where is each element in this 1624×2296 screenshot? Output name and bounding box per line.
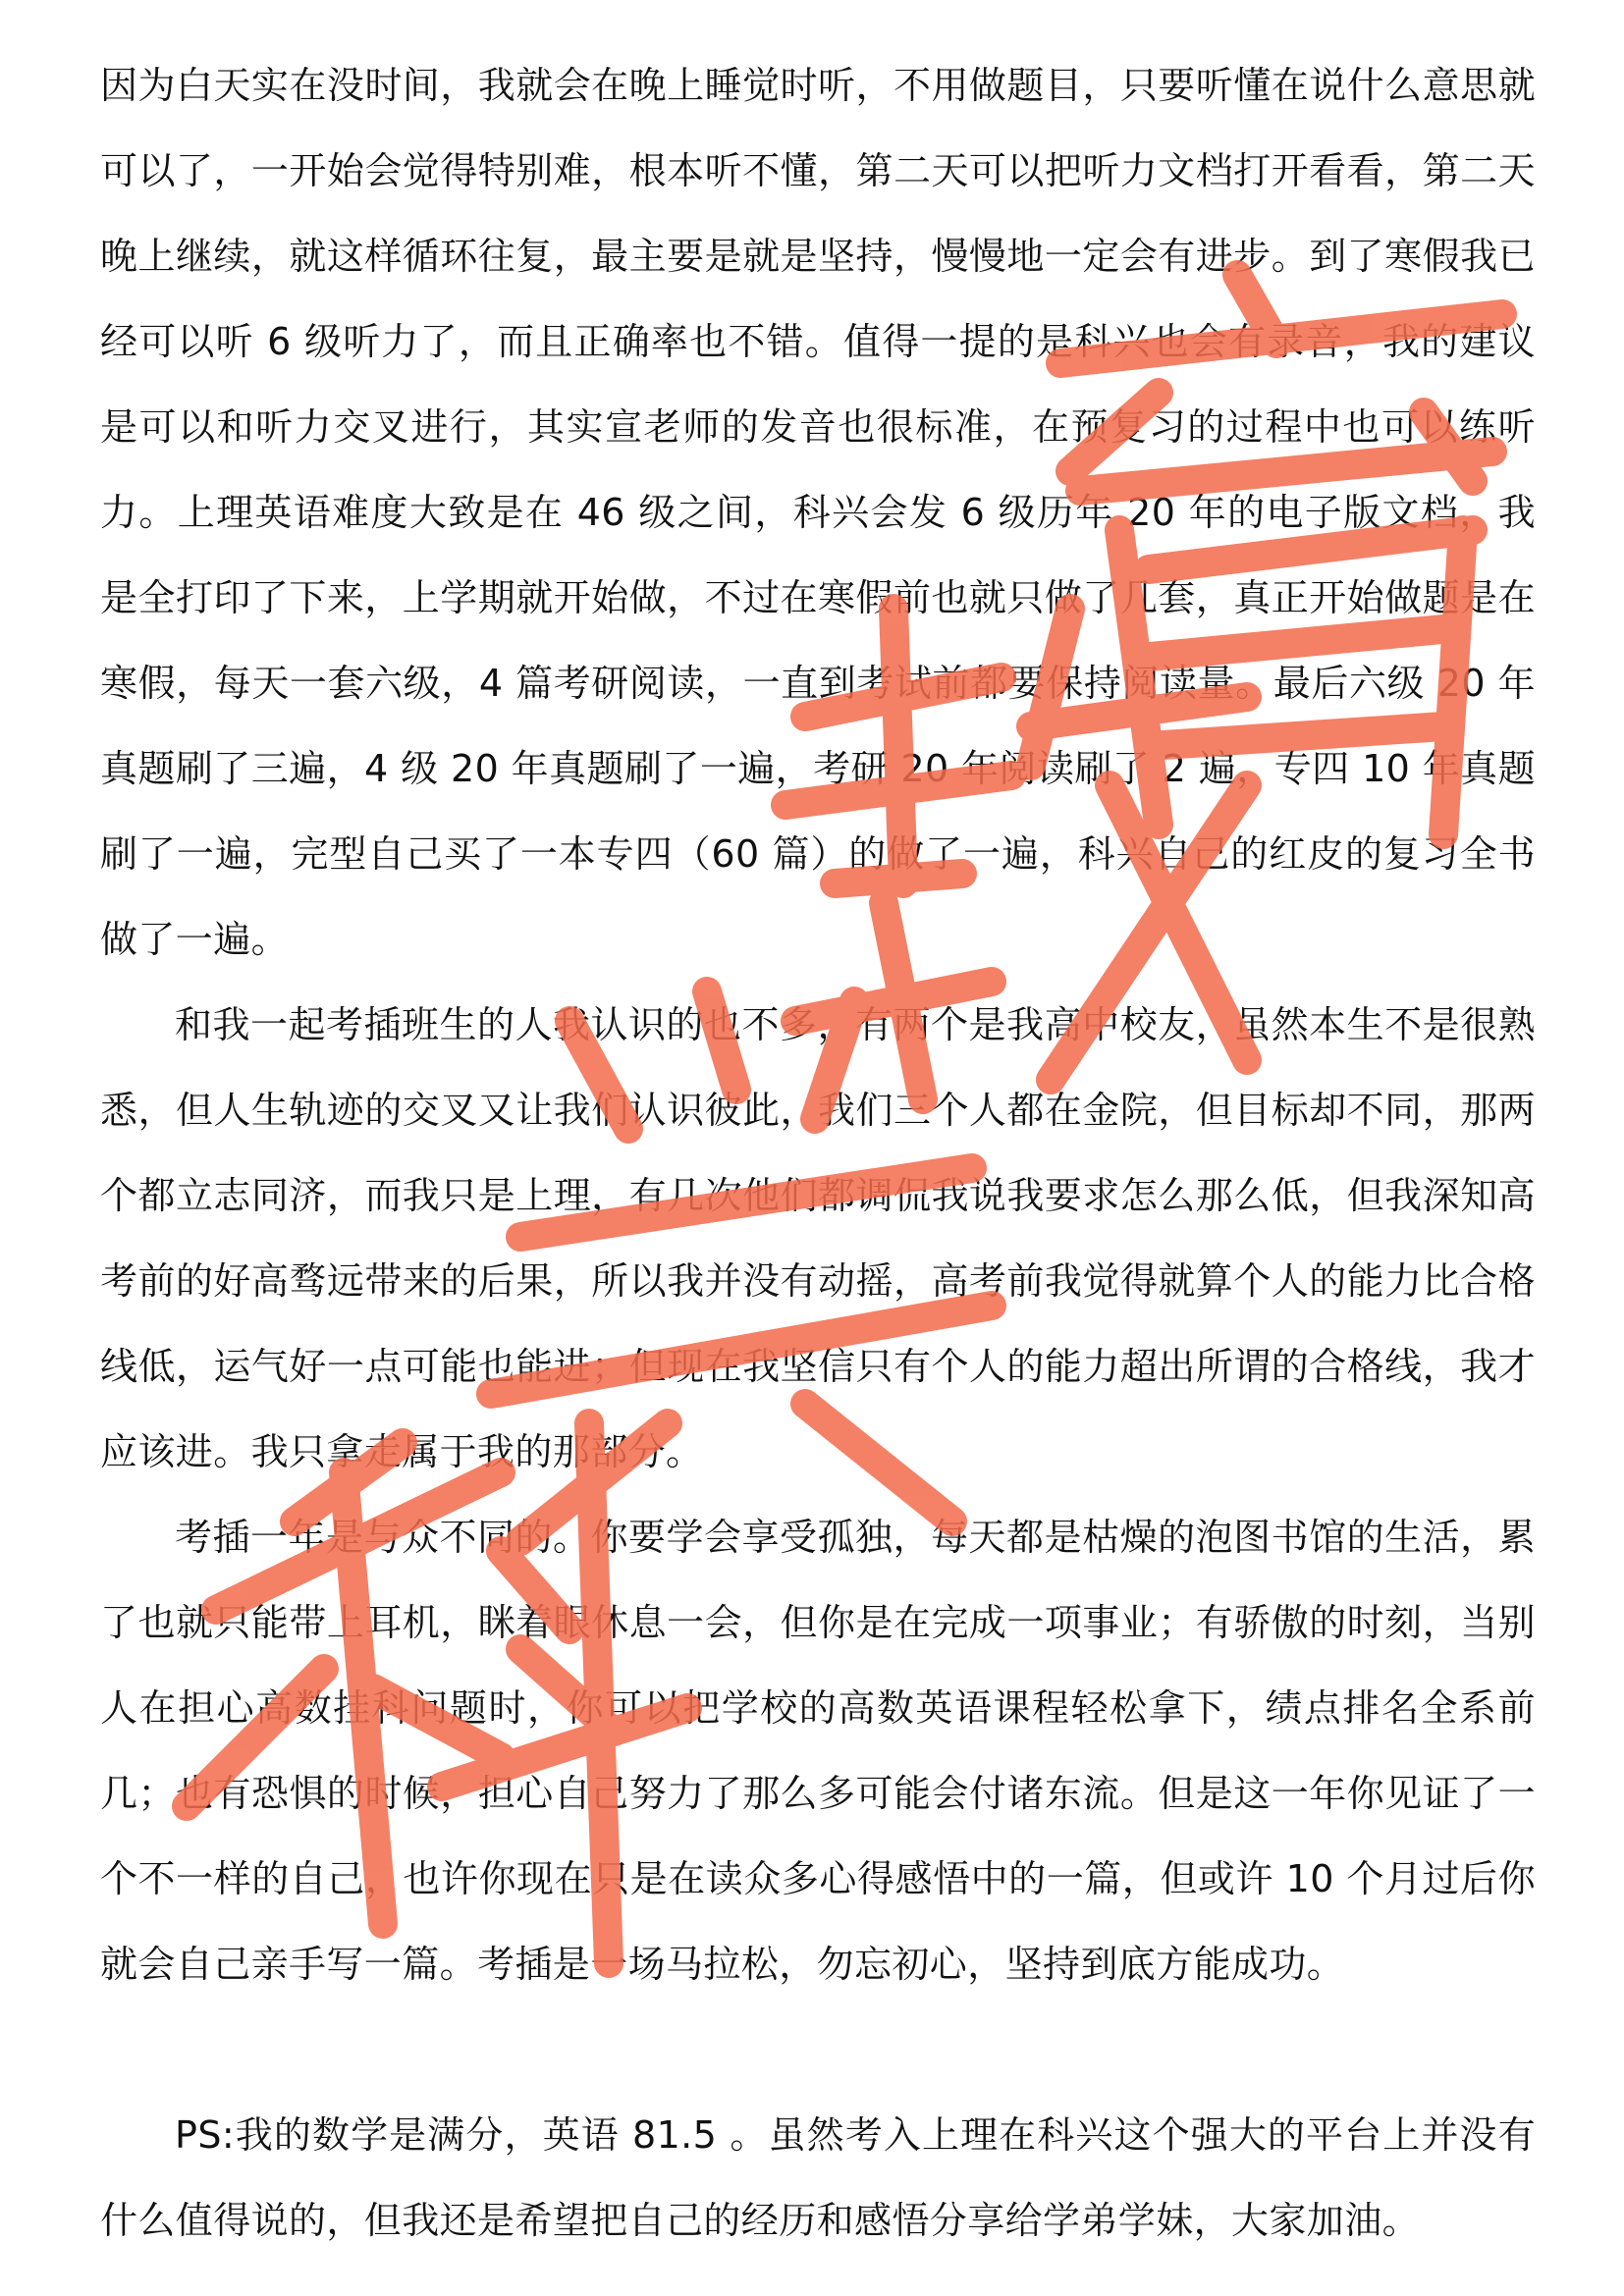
paragraph-classmates: 和我一起考插班生的人我认识的也不多，有两个是我高中校友，虽然本生不是很熟悉，但人生轨迹的交叉又让我们认识彼此，我们三个人都在金院，但目标却不同，那两个都立志同济，而我只是上理，有几次他们都调侃我说我要求怎么那么低，但我深知高考前的好高骛远带来的后果，所以我并没有动摇，高考前我觉得就算个人的能力比合格线低，运气好一点可能也能进；但现在我坚信只有个人的能力超出所谓的合格线，我才应该进。我只拿走属于我的那部分。	[100, 1003, 1536, 1473]
paragraph-reflection: 考插一年是与众不同的。你要学会享受孤独，每天都是枯燥的泡图书馆的生活，累了也就只能带上耳机，眯着眼休息一会，但你是在完成一项事业；有骄傲的时刻，当别人在担心高数挂科问题时，你可以把学校的高数英语课程轻松拿下，绩点排名全系前几；也有恐惧的时候，担心自己努力了那么多可能会付诸东流。但是这一年你见证了一个不一样的自己，也许你现在只是在读众多心得感悟中的一篇，但或许 10 个月过后你就会自己亲手写一篇。考插是一场马拉松，勿忘初心，坚持到底方能成功。	[100, 1516, 1536, 1986]
paragraph-listening-english: 因为白天实在没时间，我就会在晚上睡觉时听，不用做题目，只要听懂在说什么意思就可以了，一开始会觉得特别难，根本听不懂，第二天可以把听力文档打开看看，第二天晚上继续，就这样循环往复，最主要是就是坚持，慢慢地一定会有进步。到了寒假我已经可以听 6 级听力了，而且正确率也不错。值得一提的是科兴也会有录音，我的建议是可以和听力交叉进行，其实宣老师的发音也很标准，在预复习的过程中也可以练听力。上理英语难度大致是在 46 级之间，科兴会发 6 级历年 20 年的电子版文档，我是全打印了下来，上学期就开始做，不过在寒假前也就只做了几套，真正开始做题是在寒假，每天一套六级，4 篇考研阅读，一直到考试前都要保持阅读量。最后六级 20 年真题刷了三遍，4 级 20 年真题刷了一遍，考研 20 年阅读刷了 2 遍，专四 10 年真题刷了一遍，完型自己买了一本专四（60 篇）的做了一遍，科兴自己的红皮的复习全书做了一遍。	[100, 64, 1536, 961]
document-body	[100, 43, 1536, 2264]
paragraph-postscript: PS:我的数学是满分，英语 81.5 。虽然考入上理在科兴这个强大的平台上并没有什么值得说的，但我还是希望把自己的经历和感悟分享给学弟学妹，大家加油。	[100, 2113, 1536, 2242]
paragraph-gap	[100, 2007, 1536, 2093]
